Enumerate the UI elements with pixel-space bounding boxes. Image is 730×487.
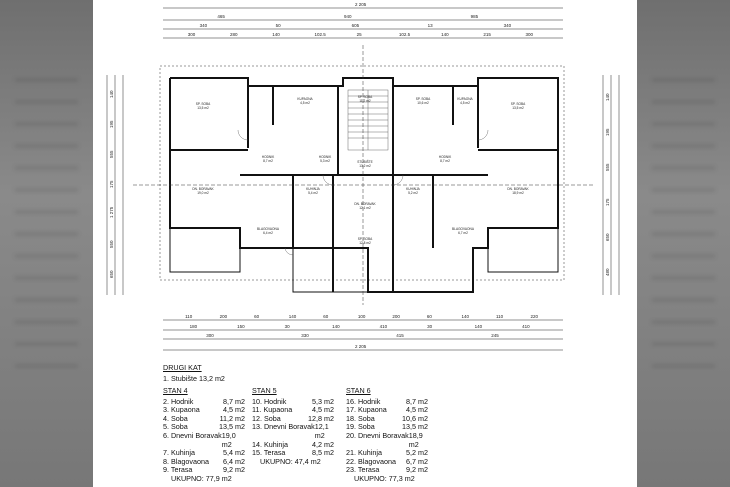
dimension-label: 650: [109, 270, 114, 278]
dimension-label: 410: [379, 324, 388, 329]
room-area-label: 8,7 m2: [440, 159, 450, 163]
legend-row: [346, 432, 428, 449]
room-area-label: 13,5 m2: [512, 106, 524, 110]
dimension-label: 480: [605, 268, 610, 276]
dimension-label: 140: [332, 324, 340, 329]
legend-room-area: 5,3 m2: [312, 396, 334, 406]
dimension-label: 200: [392, 314, 400, 319]
area-legend: [163, 364, 523, 386]
stan5-list: [252, 387, 334, 466]
legend-room-area: 9,2 m2: [223, 465, 245, 475]
dimension-label: 60: [254, 314, 260, 319]
legend-room-area: 4,5 m2: [223, 405, 245, 415]
room-name-label: STUBIŠTE: [357, 160, 373, 164]
legend-room-name: 7. Kuhinja: [163, 448, 195, 458]
room-area-label: 5,3 m2: [320, 159, 330, 163]
legend-room-area: 19,0 m2: [221, 430, 236, 449]
dimension-label: 300: [525, 32, 534, 37]
room-name-label: DN. BORAVAK: [192, 187, 214, 191]
room-area-label: 6,4 m2: [263, 231, 273, 235]
dimension-label: 245: [491, 333, 499, 338]
legend-room-area: 10,6 m2: [402, 413, 428, 423]
dimension-label: 195: [109, 120, 114, 128]
room-area-label: 4,5 m2: [300, 101, 310, 105]
legend-room-name: 19. Soba: [346, 422, 375, 432]
stan4-total: UKUPNO: 77,9 m2: [171, 473, 232, 483]
stan4-list: [163, 387, 245, 484]
room-area-label: 6,7 m2: [458, 231, 468, 235]
stan4-heading: STAN 4: [163, 386, 188, 395]
dimension-label: 415: [396, 333, 404, 338]
dimension-label: 220: [530, 314, 539, 319]
dimension-label: 102.5: [398, 32, 411, 37]
dimension-label: 30: [427, 324, 433, 329]
legend-room-name: 18. Soba: [346, 413, 375, 423]
dimension-label: 13: [427, 23, 433, 28]
dimension-label: 140: [605, 93, 610, 101]
dimension-label: 110: [185, 314, 193, 319]
dimension-label: 1 275: [109, 206, 114, 218]
room-name-label: SP. SOBA: [510, 102, 526, 106]
dimension-label: 60: [426, 314, 432, 319]
room-name-label: SP. SOBA: [195, 102, 211, 106]
dimension-label: 410: [522, 324, 530, 329]
legend-room-name: 17. Kupaona: [346, 405, 387, 415]
dimension-label: 650: [605, 233, 610, 241]
dimension-label: 25: [356, 32, 362, 37]
legend-room-name: 13. Dnevni Boravak: [252, 422, 315, 432]
room-area-label: 13,2 m2: [359, 164, 371, 168]
legend-room-area: 18,9 m2: [408, 430, 423, 449]
dimension-label: 300: [206, 333, 214, 338]
dimension-label: 605: [351, 23, 360, 28]
room-area-label: 11,2 m2: [359, 99, 371, 103]
room-area-label: 13,5 m2: [197, 106, 209, 110]
legend-room-area: 12,8 m2: [308, 413, 334, 423]
dimension-label: 555: [109, 150, 114, 158]
legend-room-name: 5. Soba: [163, 422, 188, 432]
legend-room-name: 6. Dnevni Boravak: [163, 430, 222, 440]
dimension-label: 102.5: [314, 32, 326, 37]
room-area-label: 5,4 m2: [308, 191, 318, 195]
dimension-label: 30: [284, 324, 290, 329]
legend-room-name: 14. Kuhinja: [252, 439, 288, 449]
stan5-total: UKUPNO: 47,4 m2: [260, 456, 321, 466]
legend-room-area: 4,5 m2: [312, 405, 334, 415]
dimension-label: 140: [461, 314, 469, 319]
dimension-label: 140: [474, 324, 483, 329]
legend-room-name: 22. Blagovaona: [346, 456, 396, 466]
legend-title: DRUGI KAT: [163, 363, 202, 372]
room-area-label: 18,9 m2: [512, 191, 524, 195]
dimension-label: 175: [109, 180, 114, 188]
dimension-label: 50: [275, 23, 281, 28]
legend-room-name: 20. Dnevni Boravak: [346, 430, 409, 440]
room-area-label: 12,8 m2: [359, 241, 371, 245]
stan5-heading: STAN 5: [252, 386, 277, 395]
dimension-label: 175: [605, 198, 610, 206]
legend-room-name: 8. Blagovaona: [163, 456, 209, 466]
legend-room-area: 4,2 m2: [312, 439, 334, 449]
dimension-label: 140: [272, 32, 280, 37]
legend-room-area: 13,5 m2: [219, 422, 245, 432]
dimension-label: 215: [483, 32, 491, 37]
legend-room-area: 12,1 m2: [314, 422, 329, 440]
legend-room-area: 11,2 m2: [219, 413, 245, 423]
dimension-label: 110: [496, 314, 504, 319]
dimension-label: 465: [217, 14, 225, 19]
room-name-label: KUPAONA: [457, 97, 473, 101]
room-name-label: HODNIK: [318, 155, 332, 159]
room-name-label: KUHINJA: [406, 187, 420, 191]
legend-row: [252, 423, 334, 440]
legend-row: [163, 432, 245, 449]
dimension-label: 280: [230, 32, 238, 37]
room-name-label: BLAGOVAONA: [257, 227, 279, 231]
dimension-label: 140: [109, 90, 114, 98]
blurred-background-right: [637, 0, 730, 487]
dimension-label: 100: [357, 314, 366, 319]
stan6-total: UKUPNO: 77,3 m2: [354, 473, 415, 483]
legend-room-name: 4. Soba: [163, 413, 188, 423]
legend-room-name: 9. Terasa: [163, 465, 193, 475]
dimension-label: 940: [344, 14, 352, 19]
room-name-label: KUPAONA: [297, 97, 313, 101]
room-area-label: 10,6 m2: [417, 101, 429, 105]
legend-room-name: 16. Hodnik: [346, 396, 381, 406]
room-area-label: 12,1 m2: [359, 206, 371, 210]
dimension-label: 140: [441, 32, 449, 37]
dimension-label: 2 205: [355, 344, 367, 349]
legend-room-name: 21. Kuhinja: [346, 448, 382, 458]
blurred-background-left: [0, 0, 93, 487]
room-area-label: 19,0 m2: [197, 191, 209, 195]
dimension-label: 555: [605, 163, 610, 171]
room-name-label: BLAGOVAONA: [452, 227, 474, 231]
dimension-label: 340: [503, 23, 512, 28]
legend-room-name: 11. Kupaona: [252, 405, 293, 415]
floor-plan-sheet: [93, 0, 637, 487]
legend-room-area: 5,2 m2: [406, 448, 428, 458]
stan6-list: [346, 387, 428, 484]
legend-room-area: 8,7 m2: [223, 396, 245, 406]
room-area-label: 4,5 m2: [460, 101, 470, 105]
legend-room-name: 15. Terasa: [252, 448, 286, 458]
legend-room-name: 2. Hodnik: [163, 396, 194, 406]
legend-room-name: 12. Soba: [252, 413, 281, 423]
room-area-label: 8,7 m2: [263, 159, 273, 163]
dimension-label: 2 205: [355, 2, 367, 7]
legend-room-area: 8,7 m2: [406, 396, 428, 406]
section-marker: [133, 45, 593, 305]
dimension-label: 60: [323, 314, 329, 319]
dimension-label: 550: [109, 240, 114, 248]
dimension-label: 140: [288, 314, 297, 319]
legend-room-name: 23. Terasa: [346, 465, 380, 475]
room-name-label: DN. BORAVAK: [354, 202, 376, 206]
legend-room-area: 8,5 m2: [312, 448, 334, 458]
room-name-label: KUHINJA: [306, 187, 320, 191]
legend-room-area: 4,5 m2: [406, 405, 428, 415]
dimension-label: 195: [605, 128, 610, 136]
room-name-label: DN. BORAVAK: [507, 187, 529, 191]
room-name-label: SP. SOBA: [415, 97, 431, 101]
room-name-label: HODNIK: [438, 155, 452, 159]
dimension-label: 340: [199, 23, 208, 28]
stan6-heading: STAN 6: [346, 386, 371, 395]
legend-room-area: 5,4 m2: [223, 448, 245, 458]
room-area-label: 5,2 m2: [408, 191, 418, 195]
dimension-label: 330: [301, 333, 309, 338]
legend-room-area: 13,5 m2: [402, 422, 428, 432]
legend-room-area: 6,4 m2: [223, 456, 245, 466]
room-name-label: HODNIK: [261, 155, 275, 159]
dimension-label: 180: [189, 324, 198, 329]
stair-area: 1. Stubište 13,2 m2: [163, 373, 225, 383]
legend-room-name: 3. Kupaona: [163, 405, 200, 415]
dimension-label: 300: [187, 32, 196, 37]
dimension-label: 200: [219, 314, 228, 319]
legend-room-area: 9,2 m2: [406, 465, 428, 475]
room-name-label: SP. SOBA: [357, 237, 373, 241]
dimension-label: 150: [237, 324, 245, 329]
dimension-label: 985: [470, 14, 479, 19]
room-name-label: SP. SOBA: [357, 95, 373, 99]
legend-room-area: 6,7 m2: [406, 456, 428, 466]
legend-room-name: 10. Hodnik: [252, 396, 287, 406]
